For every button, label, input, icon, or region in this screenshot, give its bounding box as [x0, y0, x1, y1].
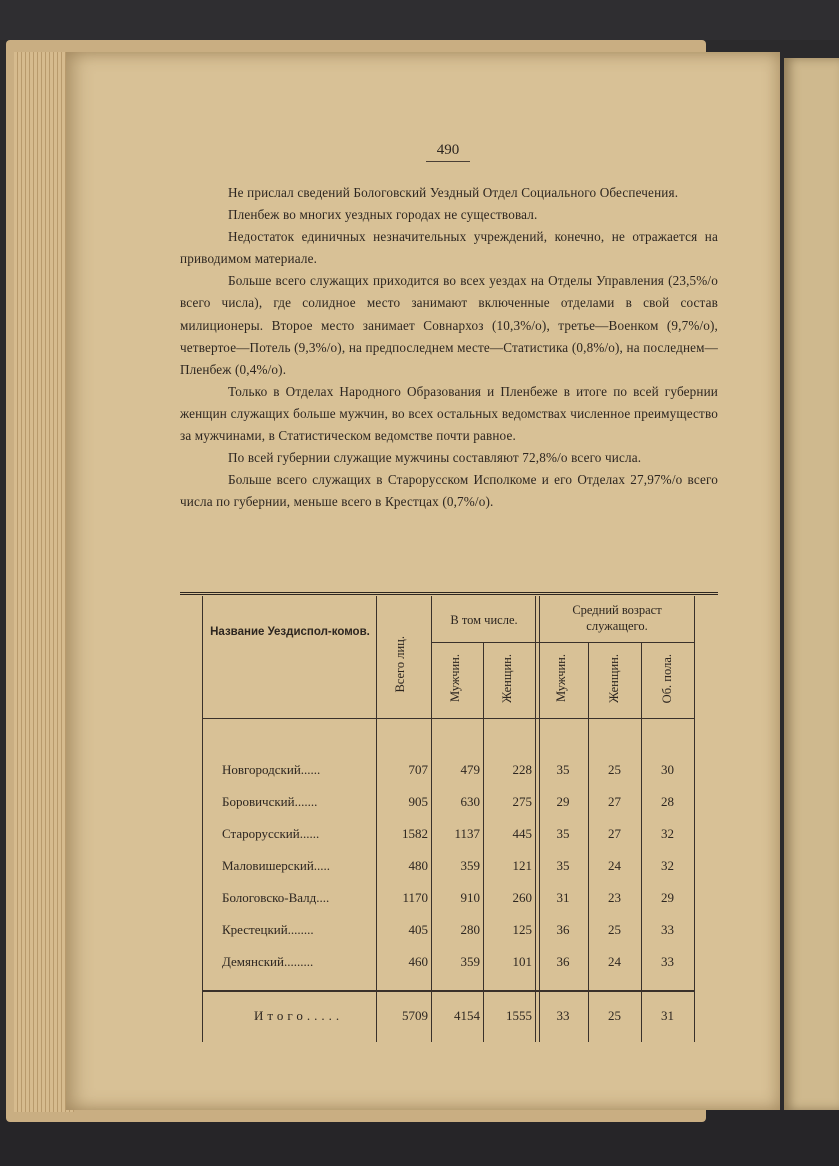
paragraph: Не прислал сведений Бологовский Уездный Отдел Социального Обеспечения. — [228, 185, 679, 200]
cell-age-women: 24 — [608, 954, 621, 969]
body-text — [180, 182, 718, 513]
table-rule — [432, 642, 694, 643]
row-name: Крестецкий........ — [222, 922, 314, 937]
paragraph: Недостаток единичных незначительных учреждений, конечно, не отражается на приводимом материале. — [180, 229, 718, 267]
cell-women: 445 — [512, 826, 532, 841]
cell-age-both: 30 — [661, 762, 674, 777]
cell-men: 910 — [460, 890, 480, 905]
cell-age-men: 35 — [556, 826, 570, 841]
cell-age-women: 23 — [608, 890, 621, 905]
cell-women: 125 — [512, 922, 532, 937]
cell-age-women: 25 — [608, 1008, 621, 1023]
cell-total: 460 — [408, 954, 428, 969]
cell-women: 121 — [512, 858, 532, 873]
cell-total: 1582 — [402, 826, 428, 841]
cell-men: 359 — [460, 858, 480, 873]
page-stack — [14, 52, 74, 1112]
cell-men: 359 — [460, 954, 480, 969]
header-group-age: Средний возраст служащего. — [572, 603, 662, 633]
row-name: Маловишерский..... — [222, 858, 331, 873]
header-age-men: Мужчин. — [554, 654, 568, 703]
table-row — [180, 794, 718, 816]
header-total: Всего лиц. — [393, 636, 407, 693]
cell-women: 275 — [512, 794, 532, 809]
page-number: 490 — [426, 142, 470, 162]
cell-age-men: 29 — [556, 794, 570, 809]
cell-age-men: 33 — [556, 1008, 570, 1023]
paragraph: Пленбеж во многих уездных городах не существовал. — [228, 207, 538, 223]
cell-women: 228 — [512, 762, 532, 777]
header-women: Женщин. — [500, 654, 514, 703]
cell-total: 707 — [408, 762, 428, 777]
cell-men: 479 — [460, 762, 480, 777]
facing-page-edge — [784, 58, 839, 1110]
cell-age-women: 25 — [608, 922, 621, 937]
table-row — [180, 890, 718, 912]
table-rule — [202, 990, 694, 992]
cell-total: 405 — [408, 922, 428, 937]
table-rule — [202, 718, 694, 719]
row-name: Бологовско-Валд.... — [222, 890, 330, 905]
cell-total: 905 — [408, 794, 428, 809]
cell-age-both: 28 — [661, 794, 674, 809]
statistics-table — [180, 592, 718, 1042]
header-group-incl: В том числе. — [450, 613, 518, 627]
table-total-row — [180, 1008, 718, 1030]
cell-age-women: 25 — [608, 762, 621, 777]
table-row — [180, 922, 718, 944]
cell-age-both: 31 — [661, 1008, 674, 1023]
cell-total: 1170 — [402, 890, 428, 905]
backdrop — [0, 0, 839, 40]
cell-men: 1137 — [454, 826, 480, 841]
table-row — [180, 858, 718, 880]
header-name: Название Уездиспол-комов. — [210, 626, 370, 638]
cell-age-men: 36 — [556, 954, 570, 969]
total-label: Итого..... — [254, 1008, 344, 1023]
row-name: Старорусский...... — [222, 826, 320, 841]
header-age-both: Об. пола. — [660, 654, 674, 704]
paragraph: Больше всего служащих приходится во всех уездах на Отделы Управления (23,5%/о всего числа), где солидное место занимают включенные отделами в свой состав милиционеры. Второе место занимает Совнархоз (10,3%/о), третье—Военком (9,7%/о), четвертое—Потель (9,3%/о), на предпоследнем месте—Статистика (0,8%/о), на последнем—Пленбеж (0,4%/о). — [180, 273, 718, 377]
row-name: Демянский......... — [222, 954, 314, 969]
paragraph: Больше всего служащих в Старорусском Исполкоме и его Отделах 27,97%/о всего числа по губернии, меньше всего в Крестцах (0,7%/о). — [180, 472, 718, 510]
cell-age-men: 35 — [556, 858, 570, 873]
row-name: Боровичский....... — [222, 794, 318, 809]
table-top-rule — [180, 592, 718, 595]
cell-women: 101 — [512, 954, 532, 969]
cell-age-both: 29 — [661, 890, 674, 905]
cell-age-both: 32 — [661, 858, 674, 873]
cell-women: 260 — [512, 890, 532, 905]
table-row — [180, 826, 718, 848]
header-men: Мужчин. — [448, 654, 462, 703]
cell-men: 630 — [460, 794, 480, 809]
header-age-women: Женщин. — [607, 654, 621, 703]
cell-age-both: 32 — [661, 826, 674, 841]
cell-women: 1555 — [506, 1008, 532, 1023]
table-row — [180, 954, 718, 976]
cell-total: 5709 — [402, 1008, 428, 1023]
cell-age-men: 35 — [556, 762, 570, 777]
paragraph: Только в Отделах Народного Образования и Пленбеже в итоге по всей губернии женщин служащих больше мужчин, во всех остальных ведомствах численное преимущество за мужчинами, в Статистическом ведомстве почти равное. — [180, 383, 718, 444]
row-name: Новгородский...... — [222, 762, 321, 777]
cell-men: 4154 — [454, 1008, 480, 1023]
cell-age-men: 31 — [556, 890, 570, 905]
cell-men: 280 — [460, 922, 480, 937]
cell-age-women: 27 — [608, 826, 621, 841]
cell-total: 480 — [408, 858, 428, 873]
cell-age-women: 27 — [608, 794, 621, 809]
table-row — [180, 762, 718, 784]
cell-age-women: 24 — [608, 858, 621, 873]
cell-age-both: 33 — [661, 954, 674, 969]
cell-age-men: 36 — [556, 922, 570, 937]
cell-age-both: 33 — [661, 922, 674, 937]
paragraph: По всей губернии служащие мужчины составляют 72,8%/о всего числа. — [228, 450, 642, 466]
